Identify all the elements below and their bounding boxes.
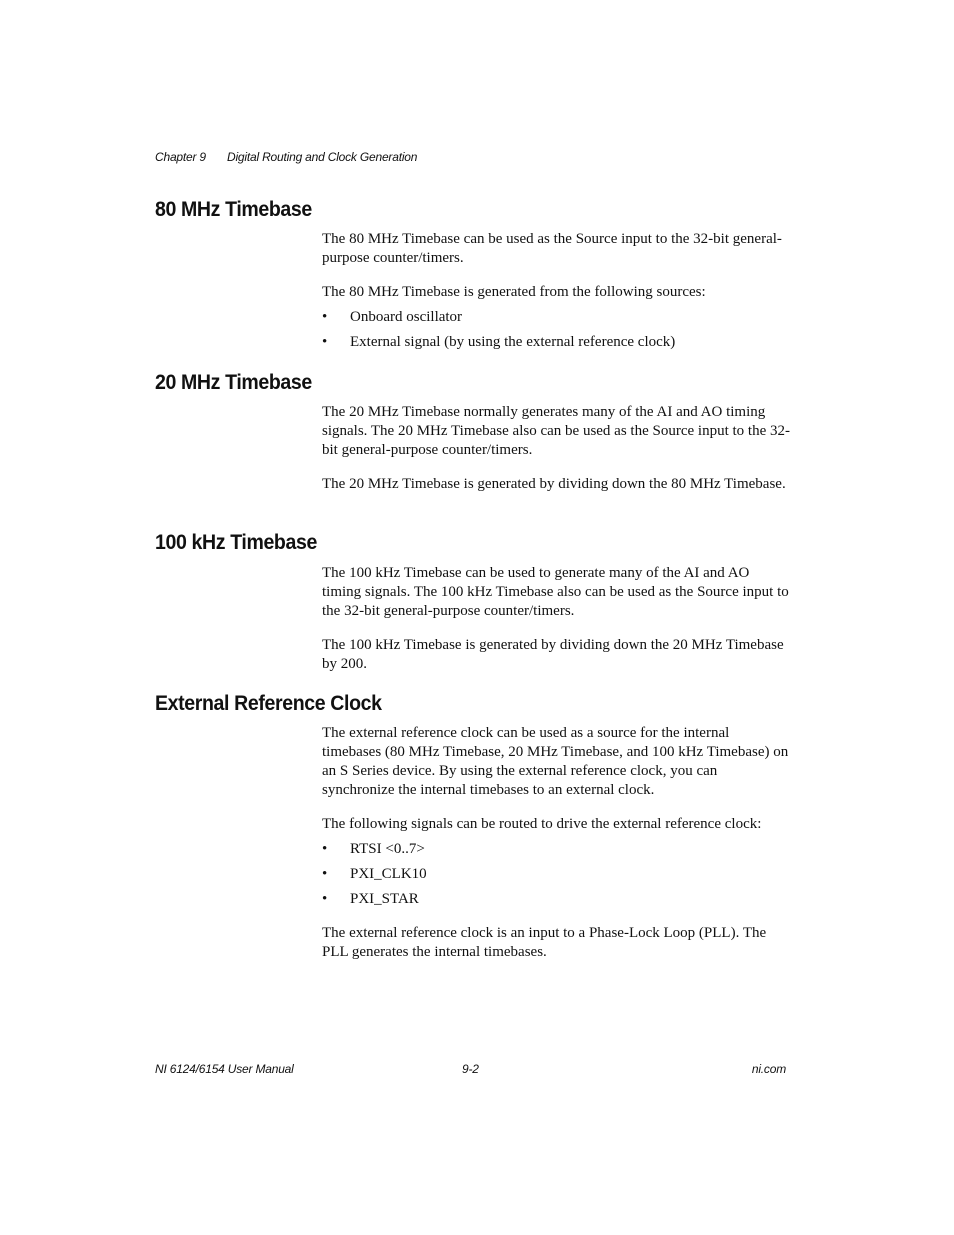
list-item-text: PXI_CLK10 — [350, 866, 427, 882]
paragraph-100khz-2: The 100 kHz Timebase is generated by dividing down the 20 MHz Timebase by 200. — [322, 637, 784, 672]
bullet-marker: • — [322, 891, 328, 907]
list-item — [322, 865, 427, 884]
list-item — [322, 840, 425, 859]
list-item-text: PXI_STAR — [350, 891, 419, 907]
list-item-text: External signal (by using the external reference clock) — [350, 334, 676, 350]
chapter-label: Chapter 9 — [155, 150, 206, 164]
bullet-marker: • — [322, 334, 328, 350]
paragraph-80mhz-2: The 80 MHz Timebase is generated from the following sources: — [322, 284, 706, 300]
paragraph-extclock-1: The external reference clock can be used as a source for the internal timebases (80 MHz Timebase, 20 MHz Timebase, and 100 kHz Timebase) on an S Series device. By using the external reference clock, you can synchronize the internal timebases to an external clock. — [322, 725, 789, 798]
page-number: 9-2 — [462, 1062, 479, 1076]
list-item-text: Onboard oscillator — [350, 309, 463, 325]
list-item-text: RTSI <0..7> — [350, 841, 425, 857]
bullet-marker: • — [322, 841, 328, 857]
paragraph-80mhz-1: The 80 MHz Timebase can be used as the Source input to the 32-bit general-purpose counter/timers. — [322, 231, 782, 266]
bullet-marker: • — [322, 866, 328, 882]
paragraph-20mhz-2: The 20 MHz Timebase is generated by dividing down the 80 MHz Timebase. — [322, 476, 786, 492]
footer-manual-title: NI 6124/6154 User Manual — [155, 1062, 294, 1076]
section-heading-external-reference-clock: External Reference Clock — [155, 692, 382, 715]
paragraph-20mhz-1: The 20 MHz Timebase normally generates many of the AI and AO timing signals. The 20 MHz Timebase also can be used as the Source input to the 32-bit general-purpose counter/timers. — [322, 404, 790, 458]
footer-site: ni.com — [751, 1062, 786, 1076]
paragraph-extclock-3: The external reference clock is an input to a Phase-Lock Loop (PLL). The PLL generates the internal timebases. — [322, 925, 767, 960]
list-item — [322, 333, 675, 352]
list-item — [322, 890, 419, 909]
list-item — [322, 308, 462, 327]
section-heading-80mhz: 80 MHz Timebase — [155, 198, 312, 221]
paragraph-100khz-1: The 100 kHz Timebase can be used to generate many of the AI and AO timing signals. The 100 kHz Timebase also can be used as the Source input to the 32-bit general-purpose counter/timers. — [322, 565, 789, 619]
paragraph-extclock-2: The following signals can be routed to drive the external reference clock: — [322, 816, 762, 832]
section-heading-20mhz: 20 MHz Timebase — [155, 371, 312, 394]
chapter-title: Digital Routing and Clock Generation — [227, 150, 418, 164]
running-header — [155, 150, 417, 164]
section-heading-100khz: 100 kHz Timebase — [155, 531, 317, 554]
bullet-marker: • — [322, 309, 328, 325]
